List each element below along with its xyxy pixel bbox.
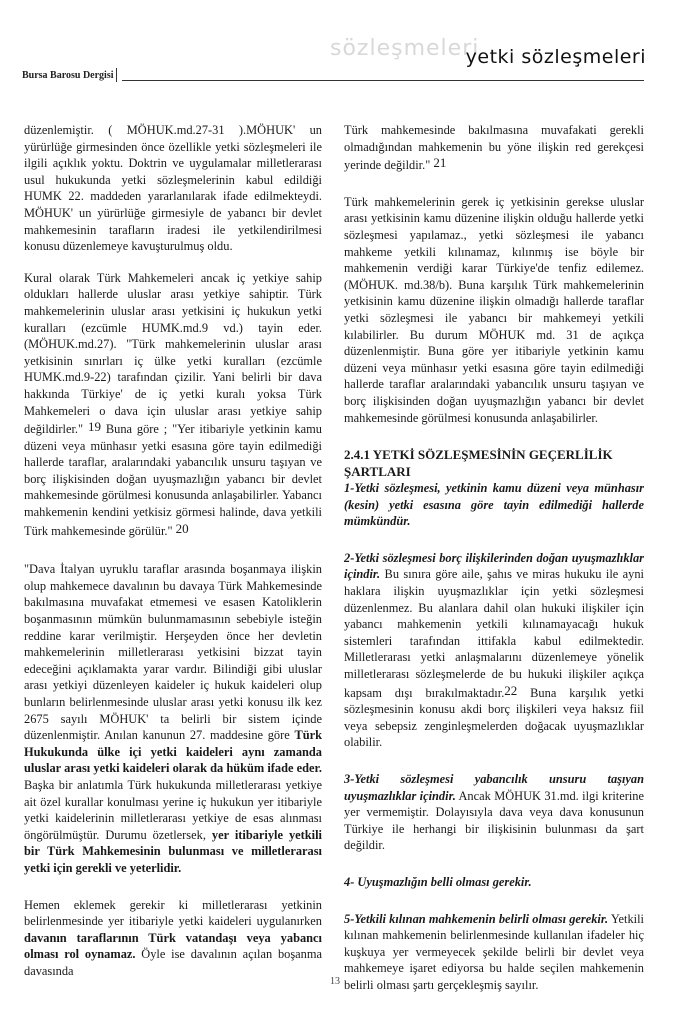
- condition-3: 3-Yetki sözleşmesi yabancılık unsuru taşıyan uyuşmazlıklar içindir. Ancak MÖHUK 31.md. ilgi kriterine yer vermemiştir. Dolayısıyla dava veya dava konusunun Türkiye ile herhangi bir ilişkisinin bulunması da şart değildir.: [344, 772, 644, 853]
- header-rule: [122, 80, 644, 81]
- footnote-ref: 19: [87, 419, 101, 435]
- page-number: 13: [330, 976, 340, 987]
- left-column: [24, 122, 322, 995]
- condition-2: 2-Yetki sözleşmesi borç ilişkilerinden doğan uyuşmazlıklar içindir. Bu sınıra göre aile, şahıs ve miras hukuku ile ayni haklara ilişkin uyuşmazlıklar için yetki sözleşmesi düzenlenmez. Bu alanlara dahil olan hukuki ilişkiler için yabancı mahkemenin yetkili kılınamayacağı hukuk sistemleri tarafından ittifakla kabul edilmektedir. Milletlerarası yetki anlaşmalarını düzenlemeye yönelik milletlerarası sözleşmelerde de bu hukuki ilişkiler açıkça kapsam dışı bırakılmaktadır.22 Buna karşılık yetki sözleşmesinin konusu akdi borç ilişkileri veya haksız fiil veya sebepsiz zenginleşmelerden doğacak uyuşmazlıklar olabilir.: [344, 550, 645, 750]
- paragraph: Türk mahkemelerinin gerek iç yetkisinin gerekse uluslar arası yetkisinin kamu düzenine ilişkin olduğu hallerde yetki sözleşmesi yapılamaz., yetki sözleşmesi ile yabancı mahkeme yetkili kılınamaz, kılınmış ise böyle bir mahkemenin verdiği karar Türkiye'de tenfiz edilemez. (MÖHUK. md.38/b). Buna karşılık Türk mahkemelerinin yetkisinin kamu düzenine ilişkin olmadığı hallerde taraflar yetki sözleşmesi ile yabancı bir mahkemeyi yetkili kılabilirler. Bu durum MÖHUK md. 31 de açıkça düzenlenmiştir. Buna göre yer itibariyle yetkinin kamu düzeni veya münhasır yetki esasına göre tayin edilmediği hallerde taraflar aralarındaki yabancılık unsuru taşıyan ve borç ilişkisinden doğan uyuşmazlığın yabancı bir devlet mahkemesinde görülmesi konusunda anlaşabilirler.: [344, 194, 644, 425]
- running-header-title: yetki sözleşmeleri: [465, 46, 646, 68]
- paragraph: "Dava İtalyan uyruklu taraflar arasında boşanmaya ilişkin olup mahkemece davalının bu davaya Türk Mahkemesinde bakılmasına muvafakat etmemesi ve esasen Katoliklerin boşanmasının mümkün bulunmamasının sebebiyle isteğin reddine karar verilmiştir. Herşeyden önce her devletin mahkemelerinin milletlerarası yetkisini bizzat tayin edeceğini açıklamakta yarar vardır. Bilindiği gibi uluslar arası yetkiyi düzenleyen kaideler iç hukuk kaideleri olup bunların belirlenmesinde uluslar arası yetki konusu ilk kez 2675 sayılı MÖHUK' ta belirli bir sistem içinde düzenlenmiştir. Anılan kanunun 27. maddesine göre Türk Hukukunda ülke içi yetki kaideleri aynı zamanda uluslar arası yetki kaideleri olarak da hüküm ifade eder. Başka bir anlatımla Türk hukukunda milletlerarası yetkiye ait özel kurallar konulması yerine iç hukukun yer itibariyle yetki kaidelerinin milletlerarası yetkiye de esas alınması öngörülmüştür. Durumu özetlersek, yer itibariyle yetkili bir Türk Mahkemesinin bulunması ve milletlerarası yetki için gerekli ve yeterlidir.: [24, 562, 322, 875]
- ghost-header-text: sözleşmeleri: [330, 36, 480, 61]
- condition-4: 4- Uyuşmazlığın belli olması gerekir.: [344, 874, 532, 889]
- paragraph: düzenlemiştir. ( MÖHUK.md.27-31 ).MÖHUK' un yürürlüğe girmesinden önce özellikle yetki sözleşmeleri ile ilgili açıklık yoktu. Doktrin ve uygulamalar milletlerarası usul hukukunda yetki sözleşmelerinin kabul edildiği HUMK 22. maddeden yararlanılarak ifade edilmekteydi. MÖHUK' un yürürlüğe girmesiyle de yabancı bir devlet mahkemesinin tarafların iradesi ile yetkilendirilmesi konusu düzenlemeye kavuşturulmuş oldu.: [24, 123, 322, 254]
- section-heading: 2.4.1 YETKİ SÖZLEŞMESİNİN GEÇERLİLİK ŞARTLARI: [344, 447, 613, 480]
- paragraph: Kural olarak Türk Mahkemeleri ancak iç yetkiye sahip oldukları hallerde uluslar arası yetkiye sahiptir. Türk mahkemelerinin uluslar arası yetkisini iç hukukun yetki kuralları (ezcümle HUMK.md.9 vd.) tayin eder. (MÖHUK.md.27). "Türk mahkemelerinin uluslar arası yetkisinin sınırları iç ülke yetki kuralları (ezcümle HUMK.md.9-22) tarafından çizilir. Yani belirli bir dava hakkında Türkiye' de iç yetki kuralı yoksa Türk Mahkemeleri o dava için uluslar arası yetkiye sahip değildirler." 19 Buna göre ; "Yer itibariyle yetkinin kamu düzeni veya münhasır yetki esasına göre tayin edilmediği hallerde taraflar, aralarındaki yabancılık unsuru taşıyan ve borç ilişkisinden doğan uyuşmazlığın yabancı bir devlet mahkemesinde görülmesi konusunda anlaşabilirler. Yabancı mahkemenin kendini yetkisiz görmesi halinde, dava yetkili Türk mahkemesinde görülür." 20: [24, 270, 322, 538]
- condition-5: 5-Yetkili kılınan mahkemenin belirli olması gerekir. Yetkili kılınan mahkemenin belirlenmesinde kullanılan ifadeler hiç kuşkuya yer vermeyecek şekilde belirli bir devlet veya mahkemeye işaret ediyorsa bu halde seçilen mahkemenin belirli olması şartı gerçekleşmiş sayılır.: [344, 911, 644, 992]
- footnote-ref: 21: [433, 155, 447, 171]
- paragraph: Hemen eklemek gerekir ki milletlerarası yetkinin belirlenmesinde yer itibariyle yetki kaideleri uygulanırken davanın taraflarının Türk vatandaşı veya yabancı olması rol oynamaz. Öyle ise davalının açılan boşanma davasında: [24, 897, 322, 978]
- journal-name: Bursa Barosu Dergisi: [22, 70, 114, 81]
- condition-1: 1-Yetki sözleşmesi, yetkinin kamu düzeni veya münhasır (kesin) yetki esasına göre tayin edilmediği hallerde mümkündür.: [344, 481, 644, 529]
- header-tick: [116, 68, 117, 82]
- right-column: [344, 122, 644, 1009]
- paragraph: Türk mahkemesinde bakılmasına muvafakati gerekli olmadığından mahkemenin bu yöne ilişkin red gerekçesi yerinde değildir." 21: [344, 123, 644, 173]
- footnote-ref: 20: [175, 520, 189, 536]
- footnote-ref: 22: [504, 682, 518, 698]
